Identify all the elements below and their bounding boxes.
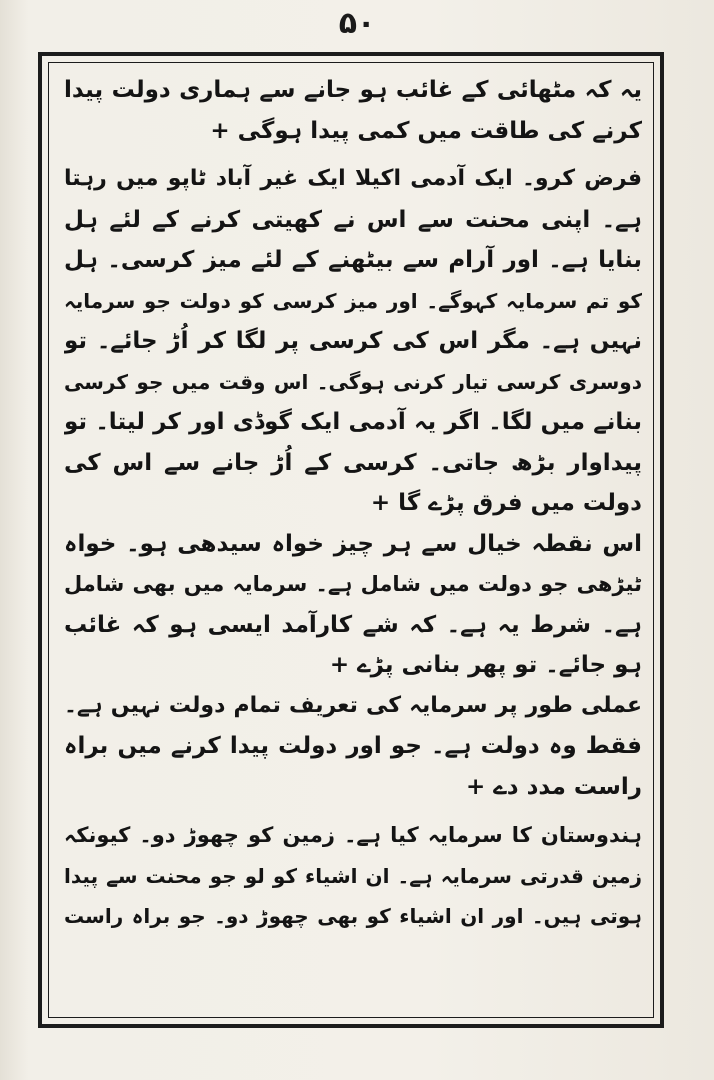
text-line: اس نقطہ خیال سے ہر چیز خواہ سیدھی ہو۔ خواہ — [64, 530, 642, 557]
body-text — [64, 70, 642, 937]
text-line: یہ کہ مٹھائی کے غائب ہو جانے سے ہماری دولت پیدا — [64, 77, 642, 103]
text-line: پیداوار بڑھ جاتی۔ کرسی کے اُڑ جانے سے اس کی — [64, 449, 642, 476]
text-line: ہے۔ شرط یہ ہے۔ کہ شے کارآمد ایسی ہو کہ غائب — [64, 611, 642, 638]
text-line: زمین قدرتی سرمایہ ہے۔ ان اشیاء کو لو جو محنت سے پیدا — [64, 863, 642, 888]
text-line: ہو جائے۔ تو پھر بنانی پڑے + — [329, 652, 642, 678]
page-number: ۵٠ — [338, 6, 376, 41]
text-line: بنانے میں لگا۔ اگر یہ آدمی ایک گوڈی اور کر لیتا۔ تو — [64, 409, 642, 435]
text-line: فقط وہ دولت ہے۔ جو اور دولت پیدا کرنے میں براہ — [64, 733, 642, 759]
text-line: نہیں ہے۔ مگر اس کی کرسی پر لگا کر اُڑ جائے۔ تو — [64, 328, 642, 354]
text-line: ہے۔ اپنی محنت سے اس نے کھیتی کرنے کے لئے ہل — [64, 206, 642, 233]
text-line: فرض کرو۔ ایک آدمی اکیلا ایک غیر آباد ٹاپو میں رہتا — [64, 166, 642, 191]
text-line: بنایا ہے۔ اور آرام سے بیٹھنے کے لئے میز کرسی۔ ہل — [64, 247, 642, 273]
text-line: ہندوستان کا سرمایہ کیا ہے۔ زمین کو چھوڑ دو۔ کیونکہ — [64, 823, 642, 847]
text-line: راست مدد دے + — [466, 773, 642, 800]
text-line: دولت میں فرق پڑے گا + — [370, 490, 642, 516]
text-line: عملی طور پر سرمایہ کی تعریف تمام دولت نہیں ہے۔ — [64, 692, 642, 718]
text-line: دوسری کرسی تیار کرنی ہوگی۔ اس وقت میں جو کرسی — [64, 369, 642, 394]
text-line: ٹیڑھی جو دولت میں شامل ہے۔ سرمایہ میں بھی شامل — [64, 572, 642, 596]
text-line: کو تم سرمایہ کہوگے۔ اور میز کرسی کو دولت جو سرمایہ — [64, 288, 642, 313]
text-line: ہوتی ہیں۔ اور ان اشیاء کو بھی چھوڑ دو۔ جو براہ راست — [64, 904, 642, 928]
text-line: کرنے کی طاقت میں کمی پیدا ہوگی + — [210, 117, 642, 144]
